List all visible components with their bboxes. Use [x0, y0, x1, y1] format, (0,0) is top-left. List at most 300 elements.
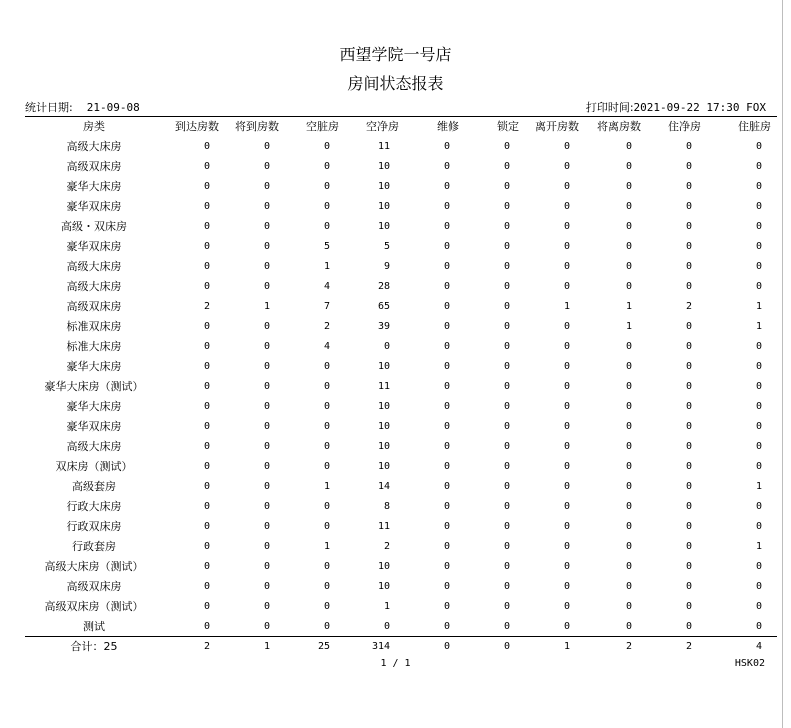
- count-cell: 0: [755, 180, 762, 192]
- count-cell: 0: [443, 260, 450, 272]
- count-cell: 5: [323, 240, 330, 252]
- room-type-cell: 高级大床房: [66, 280, 122, 293]
- count-cell: 10: [377, 200, 390, 212]
- count-cell: 0: [263, 200, 270, 212]
- count-cell: 0: [203, 180, 210, 192]
- count-cell: 0: [203, 380, 210, 392]
- count-cell: 0: [503, 280, 510, 292]
- count-cell: 0: [203, 140, 210, 152]
- count-cell: 39: [377, 320, 390, 332]
- count-cell: 0: [503, 540, 510, 552]
- room-type-cell: 豪华双床房: [66, 420, 122, 433]
- totals-label: 合计：25: [70, 640, 118, 653]
- count-cell: 10: [377, 560, 390, 572]
- count-cell: 0: [625, 580, 632, 592]
- total-cell: 2: [625, 640, 632, 652]
- room-type-cell: 高级大床房: [66, 140, 122, 153]
- stat-date-value: 21-09-08: [86, 101, 140, 114]
- total-cell: 2: [203, 640, 210, 652]
- count-cell: 1: [323, 480, 330, 492]
- table-row: [25, 476, 777, 496]
- count-cell: 4: [323, 340, 330, 352]
- count-cell: 10: [377, 440, 390, 452]
- count-cell: 0: [503, 240, 510, 252]
- table-row: [25, 216, 777, 236]
- count-cell: 1: [263, 300, 270, 312]
- count-cell: 0: [263, 380, 270, 392]
- count-cell: 0: [203, 220, 210, 232]
- count-cell: 0: [203, 260, 210, 272]
- count-cell: 0: [323, 220, 330, 232]
- count-cell: 0: [563, 340, 570, 352]
- count-cell: 0: [625, 460, 632, 472]
- report-title: 房间状态报表: [347, 74, 444, 93]
- room-type-cell: 高级大床房: [66, 440, 122, 453]
- count-cell: 1: [323, 260, 330, 272]
- count-cell: 0: [323, 620, 330, 632]
- count-cell: 0: [323, 400, 330, 412]
- col-header-locked: 锁定: [497, 120, 519, 133]
- count-cell: 0: [443, 160, 450, 172]
- count-cell: 0: [443, 200, 450, 212]
- count-cell: 0: [625, 220, 632, 232]
- count-cell: 0: [503, 520, 510, 532]
- count-cell: 0: [625, 420, 632, 432]
- count-cell: 0: [443, 320, 450, 332]
- count-cell: 0: [323, 180, 330, 192]
- count-cell: 0: [625, 500, 632, 512]
- count-cell: 0: [263, 460, 270, 472]
- count-cell: 0: [443, 560, 450, 572]
- count-cell: 0: [755, 420, 762, 432]
- count-cell: 1: [755, 480, 762, 492]
- count-cell: 0: [755, 620, 762, 632]
- count-cell: 0: [685, 220, 692, 232]
- table-row: [25, 356, 777, 376]
- count-cell: 0: [563, 260, 570, 272]
- count-cell: 0: [563, 420, 570, 432]
- count-cell: 0: [755, 440, 762, 452]
- count-cell: 0: [503, 180, 510, 192]
- count-cell: 0: [563, 500, 570, 512]
- count-cell: 0: [685, 360, 692, 372]
- table-row: [25, 316, 777, 336]
- table-row: [25, 576, 777, 596]
- report-code: HSK02: [734, 658, 765, 669]
- count-cell: 0: [625, 600, 632, 612]
- count-cell: 0: [625, 520, 632, 532]
- count-cell: 0: [263, 240, 270, 252]
- room-type-cell: 高级双床房: [66, 580, 122, 593]
- count-cell: 0: [263, 260, 270, 272]
- count-cell: 0: [755, 600, 762, 612]
- room-type-cell: 行政套房: [72, 540, 116, 553]
- count-cell: 0: [203, 480, 210, 492]
- count-cell: 0: [685, 600, 692, 612]
- page-number: 1 / 1: [380, 658, 411, 669]
- count-cell: 0: [685, 520, 692, 532]
- count-cell: 0: [503, 200, 510, 212]
- col-header-vacant-dirty: 空脏房: [306, 120, 339, 133]
- col-header-maintenance: 维修: [437, 120, 459, 133]
- count-cell: 0: [685, 420, 692, 432]
- count-cell: 0: [503, 420, 510, 432]
- count-cell: 0: [625, 340, 632, 352]
- count-cell: 0: [625, 560, 632, 572]
- count-cell: 0: [203, 360, 210, 372]
- count-cell: 0: [685, 260, 692, 272]
- count-cell: 0: [563, 380, 570, 392]
- count-cell: 0: [625, 140, 632, 152]
- count-cell: 0: [443, 360, 450, 372]
- count-cell: 0: [263, 580, 270, 592]
- count-cell: 0: [203, 240, 210, 252]
- count-cell: 0: [443, 220, 450, 232]
- count-cell: 0: [563, 440, 570, 452]
- count-cell: 0: [563, 580, 570, 592]
- count-cell: 0: [625, 380, 632, 392]
- count-cell: 9: [383, 260, 390, 272]
- count-cell: 2: [203, 300, 210, 312]
- table-row: [25, 616, 777, 636]
- count-cell: 10: [377, 460, 390, 472]
- count-cell: 0: [503, 480, 510, 492]
- count-cell: 0: [685, 380, 692, 392]
- count-cell: 11: [377, 380, 390, 392]
- count-cell: 0: [503, 620, 510, 632]
- count-cell: 1: [383, 600, 390, 612]
- count-cell: 0: [755, 460, 762, 472]
- count-cell: 0: [685, 200, 692, 212]
- room-type-cell: 豪华双床房: [66, 240, 122, 253]
- count-cell: 0: [503, 500, 510, 512]
- count-cell: 65: [377, 300, 390, 312]
- count-cell: 0: [503, 440, 510, 452]
- table-row: [25, 156, 777, 176]
- count-cell: 0: [625, 400, 632, 412]
- count-cell: 10: [377, 580, 390, 592]
- count-cell: 0: [263, 540, 270, 552]
- count-cell: 0: [685, 320, 692, 332]
- count-cell: 0: [685, 180, 692, 192]
- count-cell: 14: [377, 480, 390, 492]
- count-cell: 0: [685, 580, 692, 592]
- count-cell: 2: [685, 300, 692, 312]
- room-type-cell: 测试: [83, 620, 105, 633]
- count-cell: 0: [755, 280, 762, 292]
- print-time-value: 2021-09-22 17:30 FOX: [633, 101, 766, 114]
- count-cell: 0: [755, 500, 762, 512]
- count-cell: 28: [377, 280, 390, 292]
- total-cell: 2: [685, 640, 692, 652]
- stat-date-label: 统计日期:: [25, 101, 73, 114]
- count-cell: 8: [383, 500, 390, 512]
- table-row: [25, 136, 777, 156]
- count-cell: 0: [563, 520, 570, 532]
- count-cell: 0: [625, 360, 632, 372]
- count-cell: 0: [443, 580, 450, 592]
- count-cell: 0: [203, 600, 210, 612]
- table-row: [25, 296, 777, 316]
- table-row: [25, 236, 777, 256]
- count-cell: 0: [685, 560, 692, 572]
- count-cell: 10: [377, 360, 390, 372]
- col-header-room-type: 房类: [83, 120, 105, 133]
- table-row: [25, 456, 777, 476]
- count-cell: 0: [625, 620, 632, 632]
- count-cell: 0: [443, 540, 450, 552]
- table-row: [25, 176, 777, 196]
- count-cell: 0: [263, 340, 270, 352]
- count-cell: 0: [685, 460, 692, 472]
- count-cell: 0: [323, 160, 330, 172]
- count-cell: 0: [755, 400, 762, 412]
- count-cell: 0: [203, 320, 210, 332]
- room-type-cell: 豪华双床房: [66, 200, 122, 213]
- room-type-cell: 双床房（测试）: [55, 460, 133, 473]
- room-type-cell: 豪华大床房（测试）: [44, 380, 144, 393]
- count-cell: 0: [443, 380, 450, 392]
- count-cell: 0: [263, 520, 270, 532]
- count-cell: 0: [685, 160, 692, 172]
- count-cell: 0: [263, 220, 270, 232]
- count-cell: 0: [625, 260, 632, 272]
- count-cell: 0: [443, 340, 450, 352]
- count-cell: 0: [323, 460, 330, 472]
- count-cell: 0: [383, 340, 390, 352]
- count-cell: 0: [323, 380, 330, 392]
- count-cell: 10: [377, 420, 390, 432]
- count-cell: 0: [503, 260, 510, 272]
- count-cell: 1: [563, 300, 570, 312]
- count-cell: 0: [563, 240, 570, 252]
- count-cell: 0: [625, 540, 632, 552]
- count-cell: 0: [503, 600, 510, 612]
- count-cell: 0: [323, 560, 330, 572]
- count-cell: 0: [755, 560, 762, 572]
- col-header-occupied-dirty: 住脏房: [738, 120, 771, 133]
- room-type-cell: 高级双床房: [66, 300, 122, 313]
- count-cell: 0: [563, 620, 570, 632]
- count-cell: 2: [323, 320, 330, 332]
- count-cell: 0: [263, 420, 270, 432]
- count-cell: 0: [563, 320, 570, 332]
- count-cell: 0: [503, 360, 510, 372]
- count-cell: 1: [625, 300, 632, 312]
- room-type-cell: 标准双床房: [66, 320, 122, 333]
- room-type-cell: 高级大床房（测试）: [44, 560, 144, 573]
- table-row: [25, 496, 777, 516]
- count-cell: 0: [625, 160, 632, 172]
- count-cell: 0: [755, 240, 762, 252]
- total-cell: 0: [503, 640, 510, 652]
- count-cell: 0: [323, 440, 330, 452]
- table-row: [25, 596, 777, 616]
- table-row: [25, 276, 777, 296]
- count-cell: 0: [263, 160, 270, 172]
- count-cell: 0: [203, 620, 210, 632]
- count-cell: 0: [203, 560, 210, 572]
- count-cell: 0: [323, 520, 330, 532]
- count-cell: 0: [563, 560, 570, 572]
- count-cell: 0: [503, 560, 510, 572]
- count-cell: 0: [685, 500, 692, 512]
- total-cell: 314: [371, 640, 390, 652]
- count-cell: 0: [625, 440, 632, 452]
- table-row: [25, 536, 777, 556]
- count-cell: 0: [203, 400, 210, 412]
- total-cell: 1: [563, 640, 570, 652]
- col-header-expected-departures: 将离房数: [597, 120, 641, 133]
- total-cell: 0: [443, 640, 450, 652]
- count-cell: 0: [263, 180, 270, 192]
- count-cell: 0: [323, 500, 330, 512]
- room-type-cell: 标准大床房: [66, 340, 122, 353]
- count-cell: 0: [443, 280, 450, 292]
- table-row: [25, 436, 777, 456]
- count-cell: 7: [323, 300, 330, 312]
- room-type-cell: 高级・双床房: [61, 220, 127, 233]
- count-cell: 5: [383, 240, 390, 252]
- count-cell: 0: [563, 160, 570, 172]
- count-cell: 0: [203, 340, 210, 352]
- count-cell: 0: [443, 500, 450, 512]
- count-cell: 0: [503, 580, 510, 592]
- count-cell: 0: [685, 140, 692, 152]
- count-cell: 0: [755, 200, 762, 212]
- totals-row: [25, 636, 777, 656]
- count-cell: 0: [503, 160, 510, 172]
- col-header-occupied-clean: 住净房: [668, 120, 701, 133]
- count-cell: 0: [685, 340, 692, 352]
- count-cell: 11: [377, 520, 390, 532]
- table-row: [25, 376, 777, 396]
- room-status-table: [25, 116, 777, 656]
- count-cell: 0: [263, 280, 270, 292]
- count-cell: 0: [755, 580, 762, 592]
- count-cell: 0: [563, 280, 570, 292]
- count-cell: 0: [383, 620, 390, 632]
- room-type-cell: 豪华大床房: [66, 400, 122, 413]
- count-cell: 0: [263, 320, 270, 332]
- count-cell: 1: [323, 540, 330, 552]
- count-cell: 0: [625, 480, 632, 492]
- count-cell: 0: [323, 600, 330, 612]
- table-row: [25, 416, 777, 436]
- count-cell: 0: [203, 580, 210, 592]
- count-cell: 0: [203, 520, 210, 532]
- count-cell: 4: [323, 280, 330, 292]
- count-cell: 0: [625, 280, 632, 292]
- table-row: [25, 256, 777, 276]
- count-cell: 0: [755, 140, 762, 152]
- count-cell: 0: [263, 440, 270, 452]
- room-type-cell: 高级大床房: [66, 260, 122, 273]
- count-cell: 0: [203, 160, 210, 172]
- count-cell: 0: [563, 360, 570, 372]
- col-header-vacant-clean: 空净房: [366, 120, 399, 133]
- count-cell: 0: [755, 380, 762, 392]
- count-cell: 0: [323, 580, 330, 592]
- count-cell: 0: [443, 440, 450, 452]
- print-time-label: 打印时间:: [585, 101, 634, 114]
- count-cell: 11: [377, 140, 390, 152]
- count-cell: 0: [755, 260, 762, 272]
- count-cell: 0: [563, 200, 570, 212]
- count-cell: 0: [563, 460, 570, 472]
- count-cell: 0: [443, 240, 450, 252]
- count-cell: 0: [563, 480, 570, 492]
- count-cell: 0: [755, 160, 762, 172]
- count-cell: 0: [443, 600, 450, 612]
- count-cell: 0: [263, 500, 270, 512]
- count-cell: 0: [323, 360, 330, 372]
- count-cell: 10: [377, 160, 390, 172]
- count-cell: 10: [377, 180, 390, 192]
- count-cell: 0: [685, 240, 692, 252]
- count-cell: 0: [563, 220, 570, 232]
- count-cell: 0: [443, 480, 450, 492]
- count-cell: 0: [755, 220, 762, 232]
- room-type-cell: 高级套房: [72, 480, 116, 493]
- count-cell: 0: [563, 400, 570, 412]
- count-cell: 0: [563, 180, 570, 192]
- count-cell: 0: [203, 200, 210, 212]
- count-cell: 0: [323, 140, 330, 152]
- count-cell: 0: [503, 140, 510, 152]
- count-cell: 0: [503, 340, 510, 352]
- table-header-row: [25, 116, 777, 136]
- room-type-cell: 豪华大床房: [66, 180, 122, 193]
- count-cell: 0: [503, 300, 510, 312]
- col-header-departures: 离开房数: [535, 120, 579, 133]
- page-right-border: [782, 0, 783, 728]
- count-cell: 1: [755, 540, 762, 552]
- total-cell: 25: [317, 640, 330, 652]
- count-cell: 0: [443, 520, 450, 532]
- count-cell: 0: [625, 200, 632, 212]
- total-cell: 4: [755, 640, 762, 652]
- count-cell: 0: [443, 180, 450, 192]
- count-cell: 0: [263, 400, 270, 412]
- total-cell: 1: [263, 640, 270, 652]
- table-row: [25, 336, 777, 356]
- count-cell: 0: [203, 540, 210, 552]
- count-cell: 0: [685, 620, 692, 632]
- count-cell: 0: [563, 600, 570, 612]
- count-cell: 0: [203, 440, 210, 452]
- count-cell: 0: [755, 520, 762, 532]
- count-cell: 1: [625, 320, 632, 332]
- count-cell: 0: [263, 600, 270, 612]
- count-cell: 10: [377, 400, 390, 412]
- count-cell: 0: [323, 420, 330, 432]
- count-cell: 0: [263, 360, 270, 372]
- count-cell: 0: [755, 360, 762, 372]
- count-cell: 0: [685, 480, 692, 492]
- print-time: [586, 99, 766, 115]
- table-row: [25, 516, 777, 536]
- table-row: [25, 556, 777, 576]
- count-cell: 0: [563, 140, 570, 152]
- count-cell: 0: [203, 500, 210, 512]
- room-type-cell: 行政大床房: [66, 500, 122, 513]
- count-cell: 0: [443, 620, 450, 632]
- count-cell: 0: [503, 320, 510, 332]
- count-cell: 0: [263, 620, 270, 632]
- count-cell: 0: [263, 560, 270, 572]
- count-cell: 0: [563, 540, 570, 552]
